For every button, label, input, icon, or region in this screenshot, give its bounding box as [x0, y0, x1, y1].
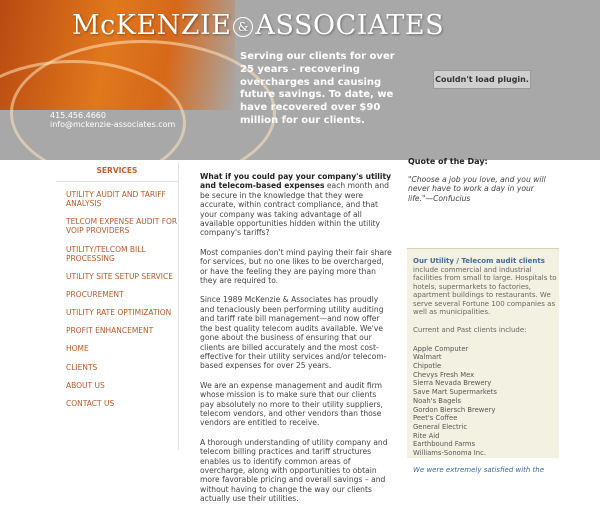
nav-link[interactable]: CONTACT US [66, 398, 115, 408]
nav-link[interactable]: UTILITY AUDIT AND TARIFF ANALYSIS [66, 190, 166, 209]
clients-footer: We were extremely satisfied with the [413, 465, 545, 474]
client-item: Apple Computer [413, 344, 469, 353]
nav-link[interactable]: CLIENTS [66, 362, 98, 372]
client-item: Rite Aid [413, 431, 440, 440]
clients-intro [413, 257, 559, 317]
clients-panel [407, 248, 559, 474]
nav-link[interactable]: PROCUREMENT [66, 289, 124, 299]
services-sidebar [56, 163, 179, 450]
nav-link[interactable]: UTILITY RATE OPTIMIZATION [66, 308, 172, 318]
intro-lead: What if you could pay your company's utility and telecom-based expenses [200, 172, 392, 191]
logo-ampersand: & [233, 17, 253, 37]
header-banner [0, 0, 600, 160]
tagline: Serving our clients for over 25 years - recovering overcharges and causing future savings. To date, we have recovered over $90 million for our clients. [240, 51, 395, 126]
intro-paragraph [200, 172, 392, 238]
clients-intro-highlight: Our Utility / Telecom audit clients [413, 257, 545, 265]
body-paragraph: Most companies don't mind paying their fair share for services, but no one likes to be overcharged, or have the feeling they are paying more than they are required to. [200, 247, 392, 286]
body-paragraph: Since 1989 McKenzie & Associates has proudly and tenaciously been performing utility auditing and tariff rate bill management—and now offer the best quality telecom audits available. We've gone about the business of ensuring that our clients are billed accurately and the most cost-effective for their utility services and/or telecom-based expenses for over 25 years. [200, 295, 387, 371]
client-item: Williams-Sonoma Inc. [413, 448, 487, 457]
intro-rest: each month and be secure in the knowledge that they were accurate, within contract compliance, and that your company was taking advantage of all available opportunities hidden within the utility company's tariffs? [200, 181, 389, 238]
email-link[interactable]: info@mckenzie-associates.com [50, 120, 176, 129]
nav-link[interactable]: HOME [66, 344, 89, 354]
logo-text-left: McKENZIE [72, 10, 232, 41]
client-item: Chipotle [413, 362, 442, 371]
nav-header: SERVICES [96, 166, 138, 175]
nav-list [56, 182, 178, 408]
plugin-placeholder: Couldn't load plugin. [433, 70, 531, 89]
clients-list [413, 345, 559, 458]
client-item: Peet's Coffee [413, 414, 458, 423]
company-logo[interactable] [72, 10, 444, 41]
clients-heading: Current and Past clients include: [413, 325, 527, 334]
client-item: Earthbound Farms [413, 440, 476, 449]
quote-text: "Choose a job you love, and you will never have to work a day in your life."—Confucius [408, 175, 546, 203]
nav-link[interactable]: UTILITY/TELCOM BILL PROCESSING [66, 244, 146, 263]
client-item: Gordon Biersch Brewery [413, 405, 496, 414]
phone-number: 415.456.4660 [50, 111, 106, 120]
quote-title: Quote of the Day: [408, 157, 488, 166]
nav-link[interactable]: UTILITY SITE SETUP SERVICE [66, 271, 173, 281]
clients-intro-rest: include commercial and industrial facilities from small to large. Hospitals to hotels, supermarkets to factories, apartment buildings to restaurants. We serve several Fortune 100 companies as well as municipalities. [413, 265, 557, 317]
client-item: General Electric [413, 422, 468, 431]
main-content [200, 172, 392, 514]
logo-text-right: ASSOCIATES [255, 10, 445, 41]
client-item: Chevys Fresh Mex [413, 370, 475, 379]
client-item: Sierra Nevada Brewery [413, 379, 492, 388]
nav-link[interactable]: ABOUT US [66, 380, 105, 390]
client-item: Walmart [413, 353, 442, 362]
client-item: Save Mart Supermarkets [413, 388, 497, 397]
nav-link[interactable]: TELCOM EXPENSE AUDIT FOR VOIP PROVIDERS [66, 217, 178, 236]
body-paragraph: A thorough understanding of utility company and telecom billing practices and tariff structures enables us to identify common areas of overcharge, along with opportunities to obtain more favorable pricing and overall savings – and without having to change the way our clients actually use their utilities. [200, 437, 388, 504]
client-item: Noah's Bagels [413, 396, 462, 405]
nav-link[interactable]: PROFIT ENHANCEMENT [66, 326, 154, 336]
body-paragraph: We are an expense management and audit firm whose mission is to make sure that our clients pay absolutely no more to their utility suppliers, telecom vendors, and other vendors than those vendors are entitled to receive. [200, 380, 383, 428]
